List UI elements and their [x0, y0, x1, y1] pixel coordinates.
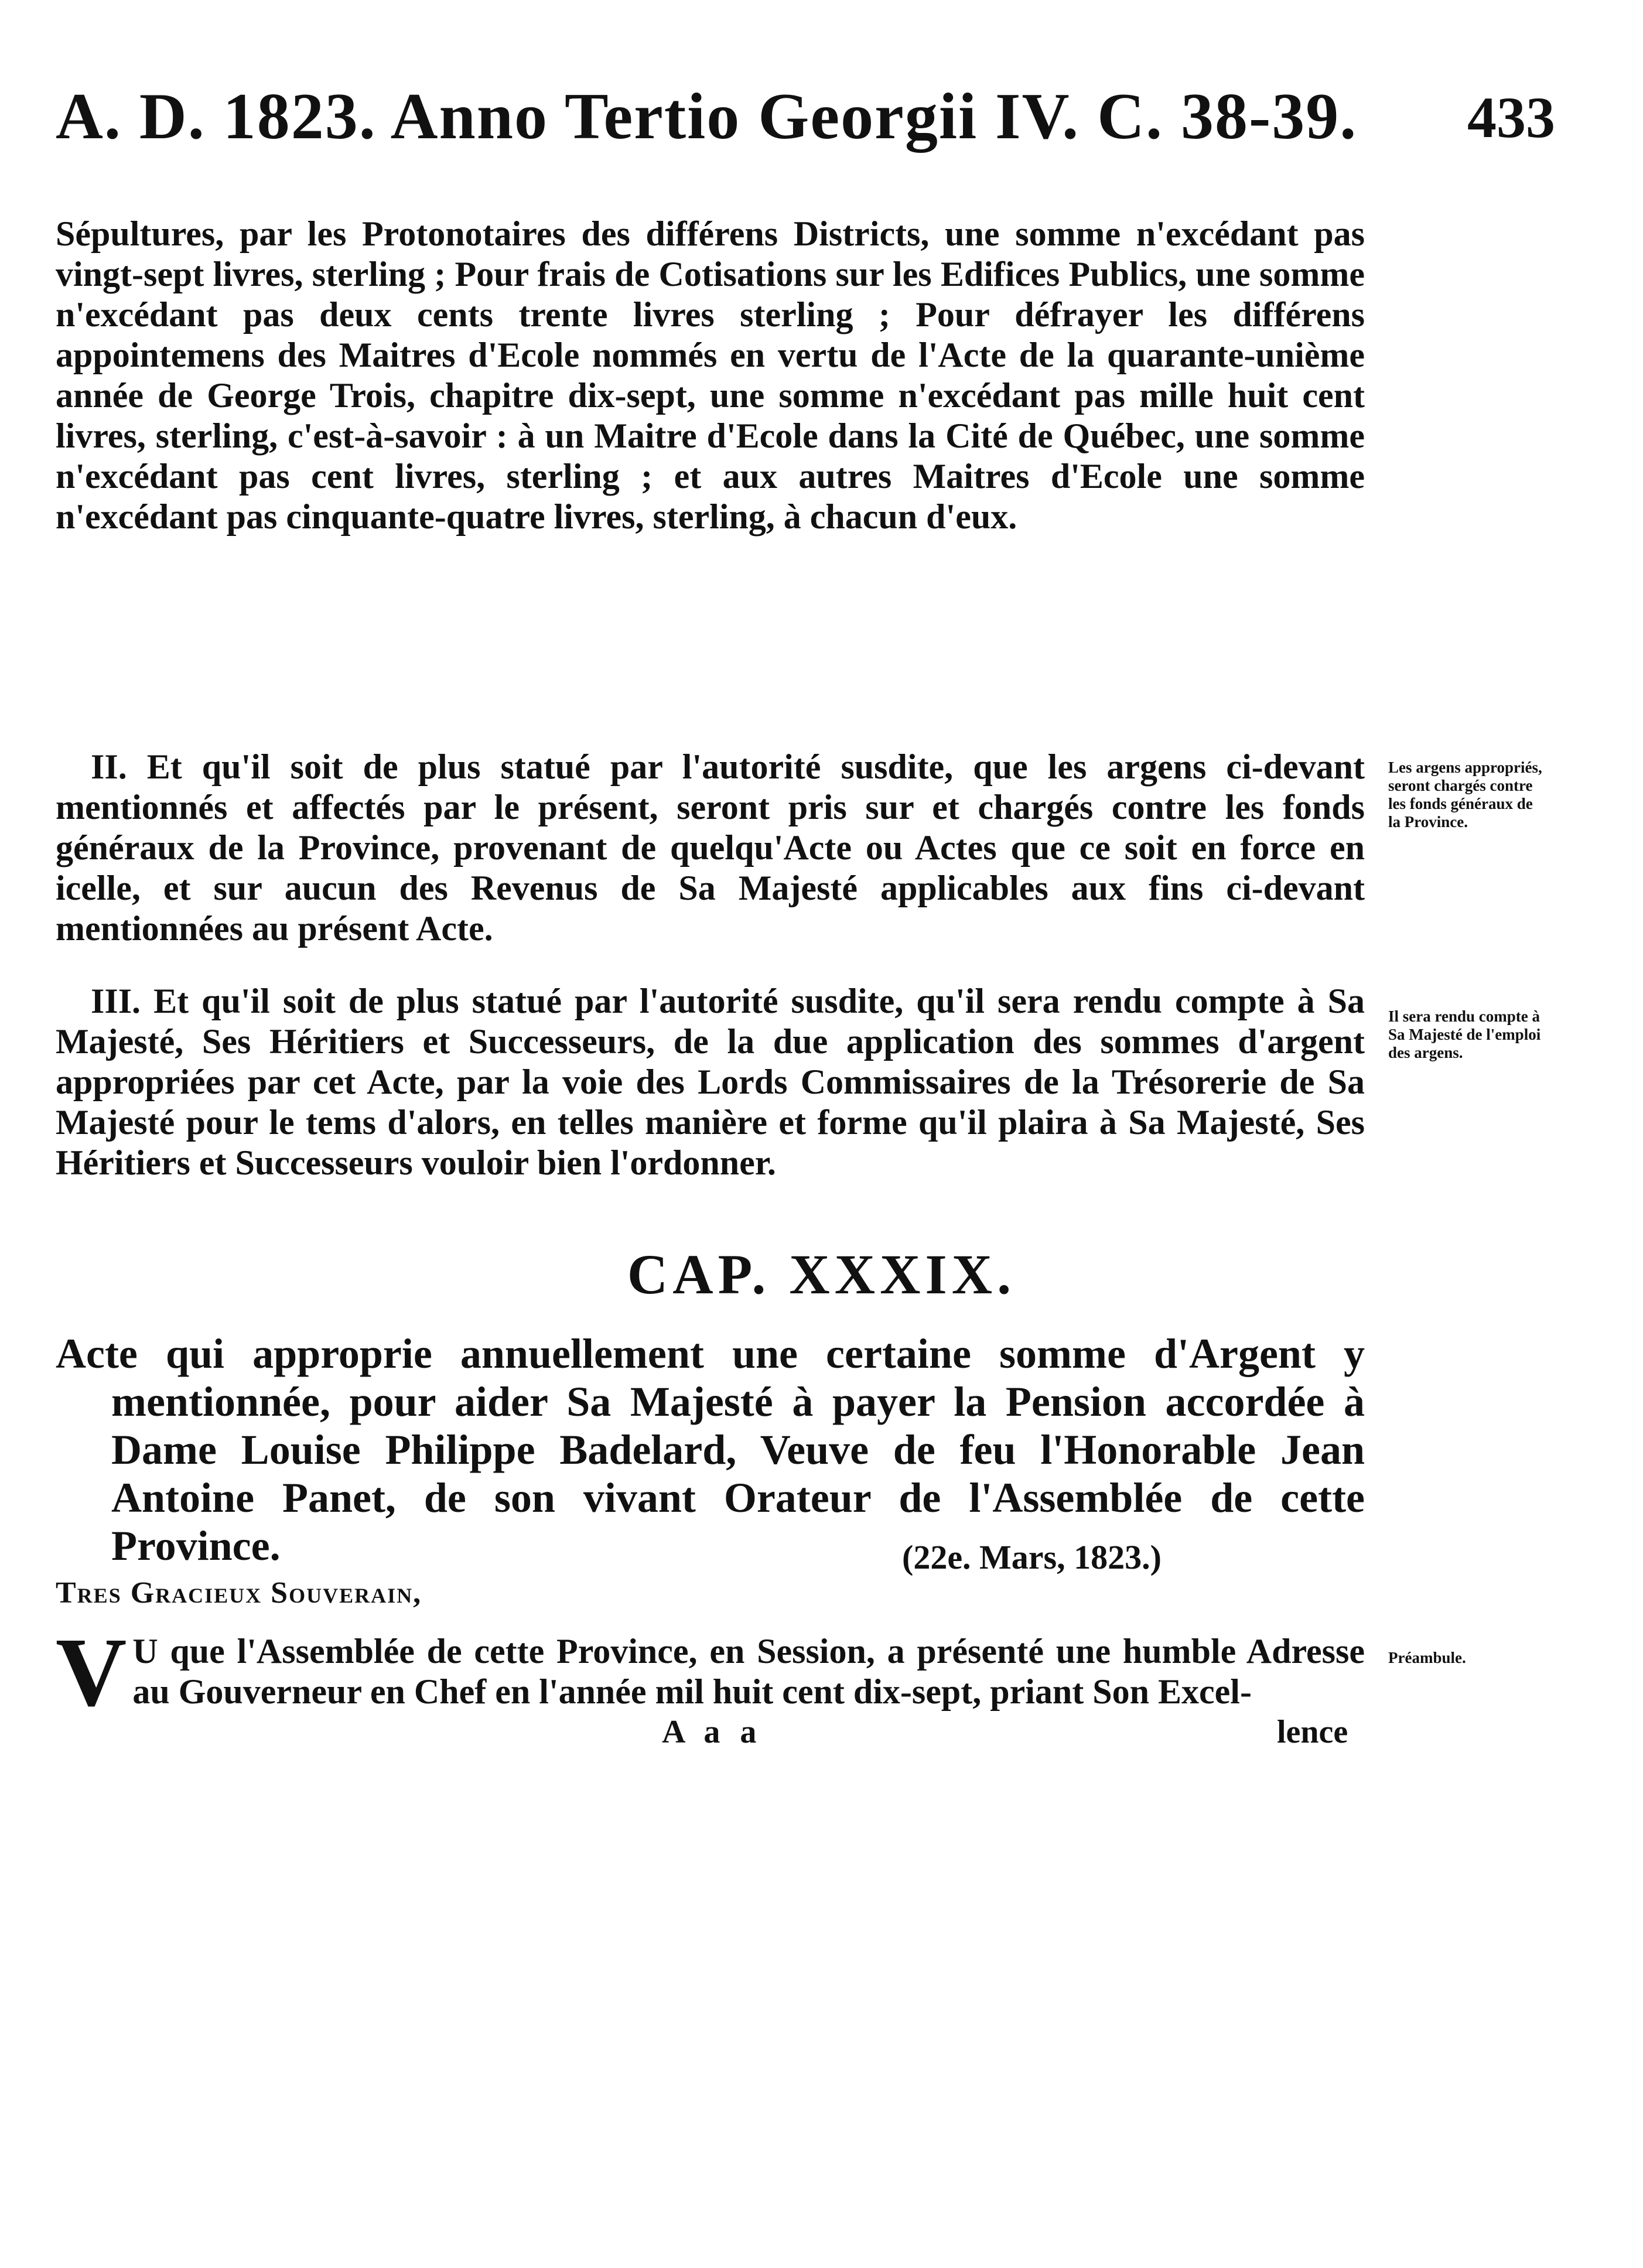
catchword: lence	[1277, 1714, 1348, 1750]
running-title: A. D. 1823. Anno Tertio Georgii IV. C. 38-39.	[56, 80, 1358, 153]
signature-mark: A a a	[662, 1714, 763, 1750]
running-header	[56, 79, 1555, 167]
paragraph-continuation: Sépultures, par les Protonotaires des différens Districts, une somme n'excédant pas vingt-sept livres, sterling ; Pour frais de Cotisations sur les Edifices Publics, une somme n'excédant pas deux cents trente livres sterling ; Pour défrayer les différens appointemens des Maitres d'Ecole nommés en vertu de l'Acte de la quarante-unième année de George Trois, chapitre dix-sept, une somme n'excédant pas mille huit cent livres, sterling, c'est-à-savoir : à un Maitre d'Ecole dans la Cité de Québec, une somme n'excédant pas cent livres, sterling ; et aux autres Maitres d'Ecole une somme n'excédant pas cinquante-quatre livres, sterling, à chacun d'eux.	[56, 214, 1365, 536]
margin-note-preamble: Préambule.	[1388, 1649, 1466, 1666]
drop-cap: V	[56, 1618, 127, 1727]
preamble-text: U que l'Assemblée de cette Province, en Session, a présenté une humble Adresse au Gouverneur en Chef en l'année mil huit cent dix-sept, priant Son Excel-	[132, 1632, 1365, 1711]
chapter-heading: CAP. XXXIX.	[627, 1243, 1016, 1306]
paragraph-section-iii: III. Et qu'il soit de plus statué par l'autorité susdite, qu'il sera rendu compte à Sa Majesté, Ses Héritiers et Successeurs, de la due application des sommes d'argent appropriées par cet Acte, par la voie des Lords Commissaires de la Trésorerie de Sa Majesté pour le tems d'alors, en telles manière et forme qu'il plaira à Sa Majesté, Ses Héritiers et Successeurs vouloir bien l'ordonner.	[56, 982, 1365, 1182]
margin-note-section-ii: Les argens appropriés, seront chargés contre les fonds généraux de la Province.	[1388, 759, 1542, 831]
paragraph-section-ii: II. Et qu'il soit de plus statué par l'autorité susdite, que les argens ci-devant mentionnés et affectés par le présent, seront pris sur et chargés contre les fonds généraux de la Province, provenant de quelqu'Acte ou Actes que ce soit en force en icelle, et sur aucun des Revenus de Sa Majesté applicables aux fins ci-devant mentionnées au présent Acte.	[56, 747, 1365, 948]
preamble-paragraph	[56, 1618, 1365, 1727]
act-date: (22e. Mars, 1823.)	[902, 1538, 1162, 1576]
margin-note-section-iii: Il sera rendu compte à Sa Majesté de l'emploi des argens.	[1388, 1007, 1541, 1061]
salutation: Tres Gracieux Souverain,	[56, 1576, 422, 1610]
page-number: 433	[1467, 85, 1555, 150]
act-title: Acte qui approprie annuellement une certaine somme d'Argent y mentionnée, pour aider Sa Majesté à payer la Pension accordée à Dame Louise Philippe Badelard, Veuve de feu l'Honorable Jean Antoine Panet, de son vivant Orateur de l'Assemblée de cette Province.	[56, 1330, 1365, 1569]
